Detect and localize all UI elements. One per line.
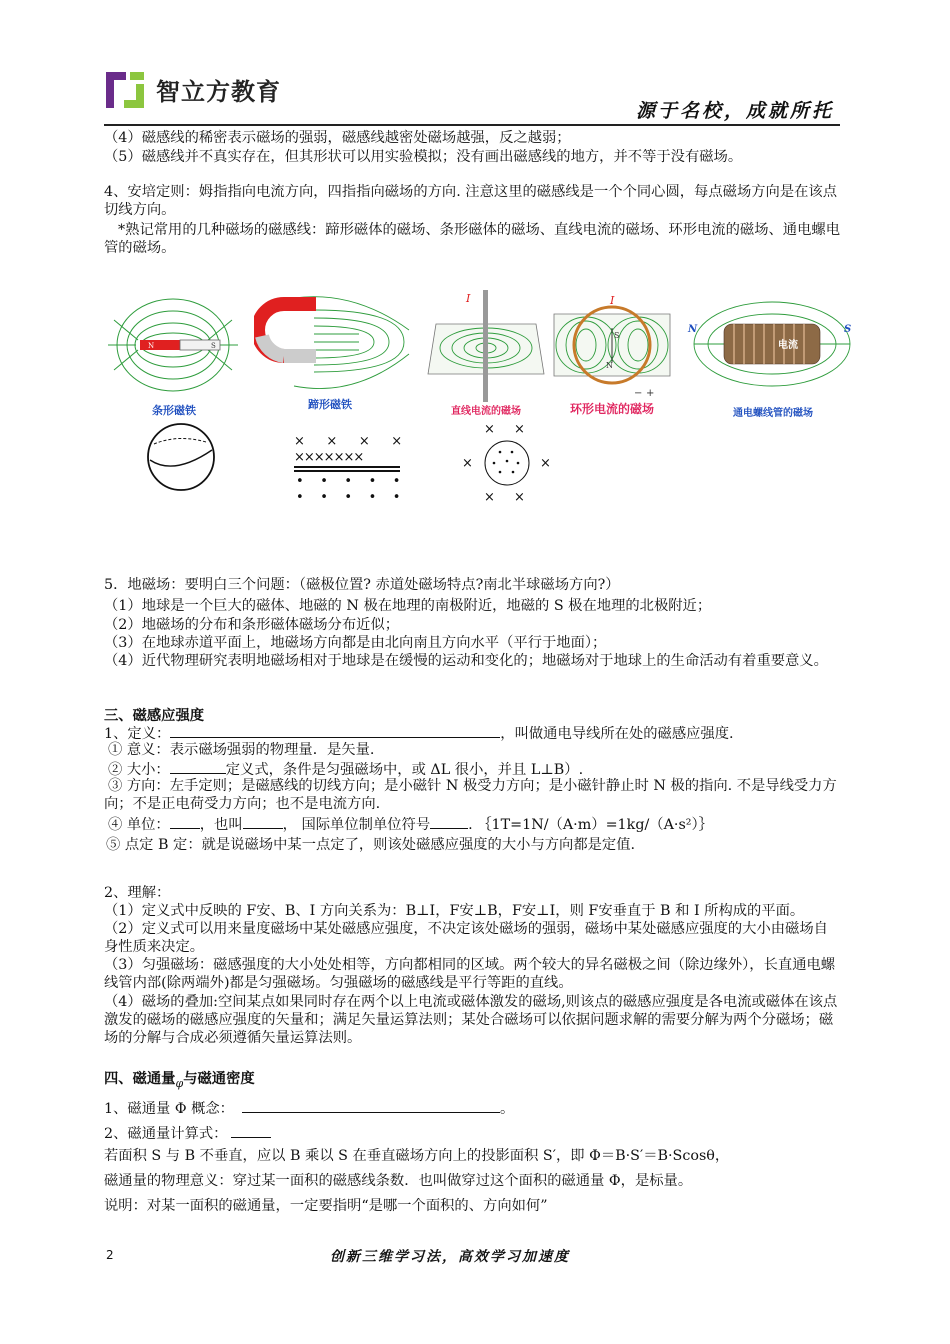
figures bbox=[104, 282, 864, 522]
cross-mark: × bbox=[462, 456, 473, 471]
size-pre: ② 大小： bbox=[108, 762, 170, 778]
ampere-rule: 4、安培定则：姆指指向电流方向，四指指向磁场的方向. 注意这里的磁感线是一个个同心圆，每点磁场方向是在该点切线方向。 bbox=[104, 184, 838, 218]
def-post: ，叫做通电导线所在处的磁感应强度. bbox=[500, 726, 734, 742]
ring-current-figure bbox=[550, 290, 674, 402]
point-line: ⑤ 点定 B 定：就是说磁场中某一点定了，则该处磁感应强度的大小与方向都是定值. bbox=[106, 837, 636, 853]
para-line: （3）在地球赤道平面上，地磁场方向都是由北向南且方向水平（平行于地面）； bbox=[104, 635, 607, 651]
sec4-title: 四、磁通量 bbox=[104, 1071, 176, 1087]
unit-line bbox=[108, 814, 713, 834]
phi-symbol: φ bbox=[175, 1076, 184, 1090]
memorize-note: *熟记常用的几种磁场的磁感线：蹄形磁体的磁场、条形磁体的磁场、直线电流的磁场、环形电流的磁场、通电螺电管的磁场。 bbox=[104, 222, 840, 256]
unit-blank-2[interactable] bbox=[243, 814, 283, 829]
cross-row-mid: ××××××× bbox=[294, 450, 364, 465]
flux1-pre: 1、磁通量 Φ 概念： bbox=[104, 1101, 234, 1117]
para-line: （2）定义式可以用来量度磁场中某处磁感应强度，不决定该处磁场的强弱，磁场中某处磁感应强度的大小由磁场自身性质来决定。 bbox=[104, 921, 828, 955]
flux-formula-line bbox=[104, 1123, 271, 1143]
motto: 源于名校，成就所托 bbox=[636, 100, 835, 122]
n-pole-label: N bbox=[148, 342, 155, 350]
def-blank[interactable] bbox=[170, 723, 500, 738]
parallel-line-2 bbox=[294, 470, 400, 472]
cross-mark: × bbox=[540, 456, 551, 471]
size-line bbox=[108, 759, 583, 779]
flux-concept-blank[interactable] bbox=[242, 1098, 500, 1113]
para-line: 若面积 S 与 B 不垂直，应以 B 乘以 S 在垂直磁场方向上的投影面积 S′，即 Φ＝B·S′＝B·Scosθ， bbox=[104, 1148, 730, 1164]
para-line: （1）地球是一个巨大的磁体、地磁的 N 极在地理的南极附近，地磁的 S 极在地理的北极附近； bbox=[104, 598, 712, 614]
solenoid-n-label: N bbox=[688, 324, 698, 335]
para-line: （4）磁场的叠加:空间某点如果同时存在两个以上电流或磁体激发的磁场,则该点的磁感应强度是各电流或磁体在该点激发的磁场的磁感应强度的矢量和；满足矢量运算法则；某处合磁场可以依据问题求解的需要分解为两个分磁场；磁场的分解与合成必须遵循矢量运算法则。 bbox=[104, 994, 838, 1046]
para-line: （4）近代物理研究表明地磁场相对于地球是在缓慢的运动和变化的；地磁场对于地球上的生命活动有着重要意义。 bbox=[104, 653, 828, 669]
size-post: 定义式，条件是匀强磁场中，或 ΔL 很小，并且 L⊥B）. bbox=[225, 762, 584, 778]
para-line: （3）匀强磁场：磁感强度的大小处处相等，方向都相同的区域。两个较大的异名磁极之间（除边缘外），长直通电螺线管内部(除两端外)都是匀强磁场。匀强磁场的磁感线是平行等距的直线。 bbox=[104, 957, 836, 991]
flux-formula-blank[interactable] bbox=[231, 1123, 271, 1138]
unit-c: ， 国际单位制单位符号 bbox=[282, 817, 431, 833]
page-number: 2 bbox=[106, 1248, 114, 1262]
ring-n-label: N bbox=[606, 361, 613, 370]
dot-row: • • • • • bbox=[296, 490, 401, 505]
footer-slogan: 创新三维学习法，高效学习加速度 bbox=[330, 1249, 570, 1265]
parallel-line-1 bbox=[294, 466, 400, 468]
flux2-pre: 2、磁通量计算式： bbox=[104, 1126, 228, 1142]
straight-current-figure bbox=[426, 286, 546, 406]
ring-s-label: S bbox=[614, 331, 620, 340]
section-3-title: 三、磁感应强度 bbox=[104, 708, 205, 724]
minus-sign: − bbox=[634, 388, 643, 399]
sec4-rest: 与磁通密度 bbox=[183, 1071, 255, 1087]
cross-mark: × bbox=[514, 490, 525, 505]
cross-mark: × bbox=[514, 422, 525, 437]
horseshoe-caption: 蹄形磁铁 bbox=[308, 398, 352, 411]
para-line: （4）磁感线的稀密表示磁场的强弱，磁感线越密处磁场越强，反之越弱； bbox=[104, 130, 571, 146]
straight-current-caption: 直线电流的磁场 bbox=[451, 406, 521, 417]
unit-a: ④ 单位： bbox=[108, 817, 170, 833]
s-pole-label: S bbox=[211, 342, 216, 350]
flux1-post: 。 bbox=[499, 1101, 515, 1117]
para-line: （1）定义式中反映的 F安、B、I 方向关系为：B⊥I，F安⊥B，F安⊥I，则 F安垂直于 B 和 I 所构成的平面。 bbox=[104, 903, 805, 919]
para-line: 磁通量的物理意义：穿过某一面积的磁感线条数．也叫做穿过这个面积的磁通量 Φ，是标量。 bbox=[104, 1173, 693, 1189]
cross-row-top: × × × × bbox=[294, 434, 404, 449]
solenoid-current-label: 电流 bbox=[778, 340, 798, 351]
ring-current-caption: 环形电流的磁场 bbox=[569, 402, 654, 416]
solenoid-figure bbox=[684, 296, 860, 406]
direction-line: ③ 方向：左手定则；是磁感线的切线方向；是小磁针 N 极受力方向；是小磁针静止时 N 极的指向. 不是导线受力方向；不是正电荷受力方向；也不是电流方向. bbox=[104, 778, 837, 812]
unit-b: ，也叫 bbox=[199, 817, 243, 833]
section-4-title bbox=[104, 1070, 255, 1093]
unit-blank-3[interactable] bbox=[430, 814, 468, 829]
dot-row: • • • • • bbox=[296, 474, 401, 489]
current-label: I bbox=[466, 292, 471, 305]
logo-icon bbox=[104, 70, 146, 110]
ring-current-label: I bbox=[610, 294, 615, 307]
logo-text: 智立方教育 bbox=[156, 78, 281, 106]
footer bbox=[0, 1240, 950, 1270]
size-blank[interactable] bbox=[170, 759, 226, 774]
meaning-line: ① 意义：表示磁场强弱的物理量．是矢量. bbox=[108, 742, 375, 758]
understand-title: 2、理解： bbox=[104, 885, 171, 901]
para-line: （2）地磁场的分布和条形磁体磁场分布近似； bbox=[104, 617, 400, 633]
solenoid-caption: 通电螺线管的磁场 bbox=[733, 408, 813, 419]
plus-sign: + bbox=[646, 388, 655, 399]
bar-magnet-figure bbox=[108, 290, 238, 400]
flux-concept-line bbox=[104, 1098, 514, 1118]
dotted-circle-figure bbox=[482, 438, 532, 488]
para-line: 说明：对某一面积的磁通量，一定要指明“是哪一个面积的、方向如何” bbox=[104, 1198, 548, 1214]
horseshoe-magnet-figure bbox=[254, 290, 414, 400]
def-pre: 1、定义： bbox=[104, 726, 171, 742]
sphere-figure bbox=[144, 420, 218, 494]
cross-mark: × bbox=[484, 422, 495, 437]
para-line: （5）磁感线并不真实存在，但其形状可以用实验模拟；没有画出磁感线的地方，并不等于没有磁场。 bbox=[104, 149, 743, 165]
cross-mark: × bbox=[484, 490, 495, 505]
header bbox=[0, 0, 950, 130]
unit-blank-1[interactable] bbox=[170, 814, 200, 829]
header-rule bbox=[104, 124, 840, 126]
unit-d: . ｛1T=1N/（A·m）=1kg/（A·s²）｝ bbox=[468, 817, 713, 833]
bar-magnet-caption: 条形磁铁 bbox=[152, 404, 196, 417]
earth-title: 5．地磁场：要明白三个问题：（磁极位置? 赤道处磁场特点?南北半球磁场方向?） bbox=[104, 577, 620, 593]
definition-line bbox=[104, 723, 734, 743]
solenoid-s-label: S bbox=[844, 324, 852, 335]
